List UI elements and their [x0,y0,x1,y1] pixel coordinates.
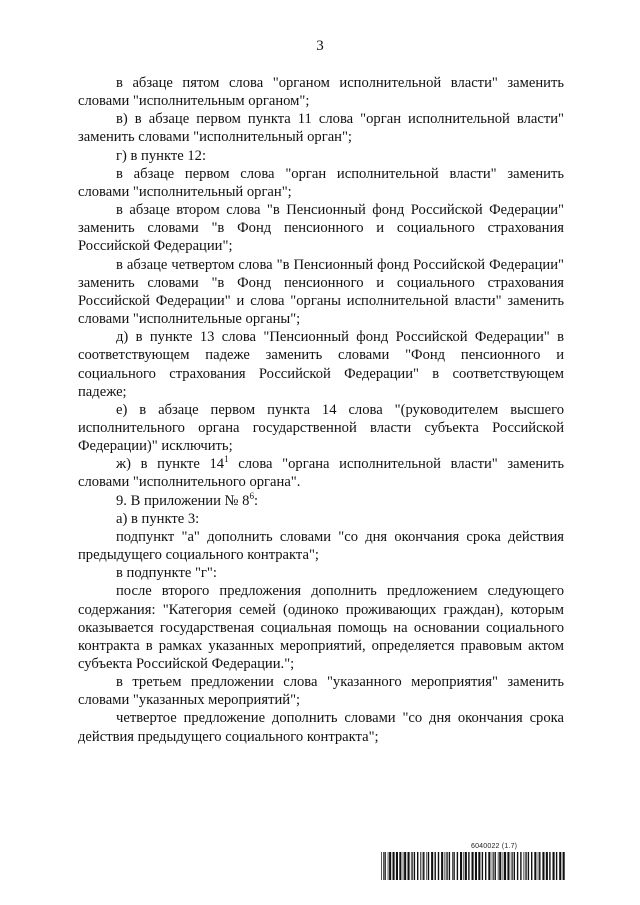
paragraph: в абзаце втором слова "в Пенсионный фонд Российской Федерации" заменить словами "в Фонд пенсионного и социального страхования Российской Федерации"; [78,202,564,255]
page-number: 3 [316,38,324,54]
paragraph: в абзаце четвертом слова "в Пенсионный фонд Российской Федерации" заменить словами "в Фонд пенсионного и социального страхования Российской Федерации" и слова "органы исполнительной власти" заменить словами "исполнительные органы"; [78,256,564,328]
paragraph: в) в абзаце первом пункта 11 слова "орган исполнительной власти" заменить словами "исполнительный орган"; [78,111,564,146]
paragraph: в подпункте "г": [116,565,217,582]
paragraph-zh-start: ж) в пункте 14 [116,456,225,473]
paragraph-9-start: 9. В приложении № 8 [116,492,250,509]
paragraph: в абзаце первом слова "орган исполнительной власти" заменить словами "исполнительный орган"; [78,165,564,200]
paragraph-zh [78,455,564,491]
superscript: 6 [249,490,254,501]
paragraph: в абзаце пятом слова "органом исполнительной власти" заменить словами "исполнительным органом"; [78,75,564,110]
paragraph: д) в пункте 13 слова "Пенсионный фонд Российской Федерации" в соответствующем падеже заменить словами "Фонд пенсионного и социального страхования Российской Федерации" в соответствующем падеже; [78,329,564,400]
paragraph: четвертое предложение дополнить словами "со дня окончания срока действия предыдущего социального контракта"; [78,710,564,745]
paragraph-9-end: : [253,492,258,509]
barcode-code: 6040022 (1.7) [471,843,518,850]
paragraph: в третьем предложении слова "указанного мероприятия" заменить словами "указанных мероприятий"; [78,674,564,709]
paragraph-zh-end: слова "органа исполнительной власти" заменить словами "исполнительного органа". [78,456,564,491]
document-body [78,74,564,746]
superscript: 1 [224,454,229,465]
paragraph: е) в абзаце первом пункта 14 слова "(руководителем высшего исполнительного органа государственной власти субъекта Российской Федерации)" исключить; [78,401,564,455]
paragraph: а) в пункте 3: [116,510,200,527]
barcode-block [381,843,565,881]
paragraph-9 [78,492,564,510]
paragraph: г) в пункте 12: [116,147,206,164]
paragraph: после второго предложения дополнить предложением следующего содержания: "Категория семей (одиноко проживающих граждан), которым оказывается государственая социальная помощь на основании социального контракта в рамках указанных мероприятий, определяется правовым актом субъекта Российской Федерации."; [78,583,564,672]
barcode-image [381,852,565,880]
paragraph: подпункт "а" дополнить словами "со дня окончания срока действия предыдущего социального контракта"; [78,528,564,564]
